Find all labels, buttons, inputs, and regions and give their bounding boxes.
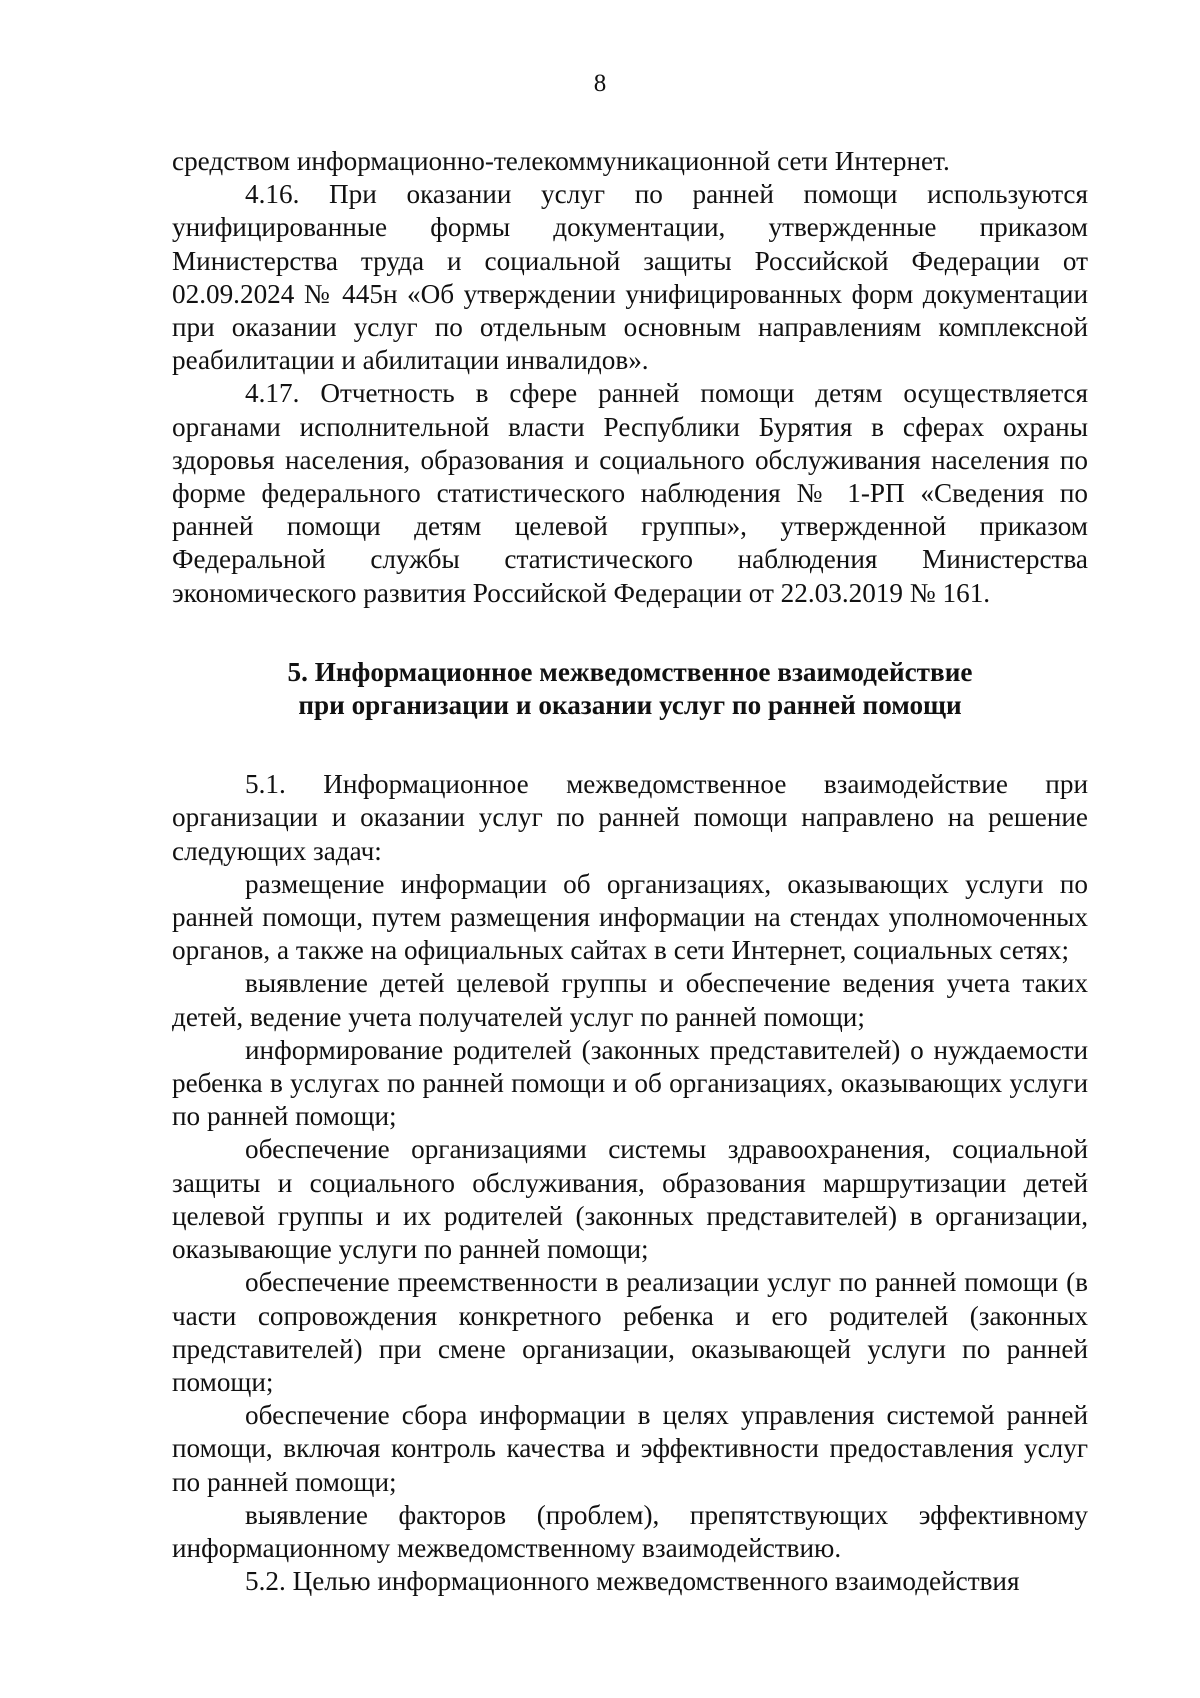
list-item-task: размещение информации об организациях, оказывающих услуги по ранней помощи, путем размещения информации на стендах уполномоченных органов, а также на официальных сайтах в сети Интернет, социальных сетях; <box>172 868 1088 966</box>
page-number: 8 <box>593 70 607 97</box>
section-title-line-1: 5. Информационное межведомственное взаимодействие <box>287 656 973 687</box>
list-item-task: обеспечение сбора информации в целях управления системой ранней помощи, включая контроль качества и эффективности предоставления услуг по ранней помощи; <box>172 1400 1088 1497</box>
list-item-task: выявление факторов (проблем), препятствующих эффективному информационному межведомственному взаимодействию. <box>172 1499 1088 1563</box>
paragraph-5-1: 5.1. Информационное межведомственное взаимодействие при организации и оказании услуг по ранней помощи направлено на решение следующих задач: <box>172 769 1088 866</box>
list-item-task: информирование родителей (законных представителей) о нуждаемости ребенка в услугах по ранней помощи и об организациях, оказывающих услуги по ранней помощи; <box>172 1034 1088 1132</box>
list-item-task: обеспечение преемственности в реализации услуг по ранней помощи (в части сопровождения конкретного ребенка и его родителей (законных представителей) при смене организации, оказывающей услуги по ранней помощи; <box>172 1267 1088 1397</box>
section-title-line-2: при организации и оказании услуг по ранней помощи <box>298 690 962 721</box>
paragraph-4-16: 4.16. При оказании услуг по ранней помощи используются унифицированные формы документации, утвержденные приказом Министерства труда и социальной защиты Российской Федерации от 02.09.2024 № 445н «Об утверждении унифицированных форм документации при оказании услуг по отдельным основным направлениям комплексной реабилитации и абилитации инвалидов». <box>172 179 1088 376</box>
paragraph-4-17: 4.17. Отчетность в сфере ранней помощи детям осуществляется органами исполнительной власти Республики Бурятия в сферах охраны здоровья населения, образования и социального обслуживания населения по форме федерального статистического наблюдения № 1-РП «Сведения по ранней помощи детям целевой группы», утвержденной приказом Федеральной службы статистического наблюдения Министерства экономического развития Российской Федерации от 22.03.2019 № 161. <box>172 378 1088 608</box>
paragraph-continuation: средством информационно-телекоммуникационной сети Интернет. <box>172 146 950 176</box>
list-item-task: обеспечение организациями системы здравоохранения, социальной защиты и социального обслуживания, образования маршрутизации детей целевой группы и их родителей (законных представителей) в организации, оказывающие услуги по ранней помощи; <box>172 1134 1088 1265</box>
list-item-task: выявление детей целевой группы и обеспечение ведения учета таких детей, ведение учета получателей услуг по ранней помощи; <box>172 968 1088 1032</box>
document-body <box>172 145 1088 1598</box>
section-title <box>172 656 1088 722</box>
paragraph-5-2: 5.2. Целью информационного межведомственного взаимодействия <box>245 1566 1020 1597</box>
